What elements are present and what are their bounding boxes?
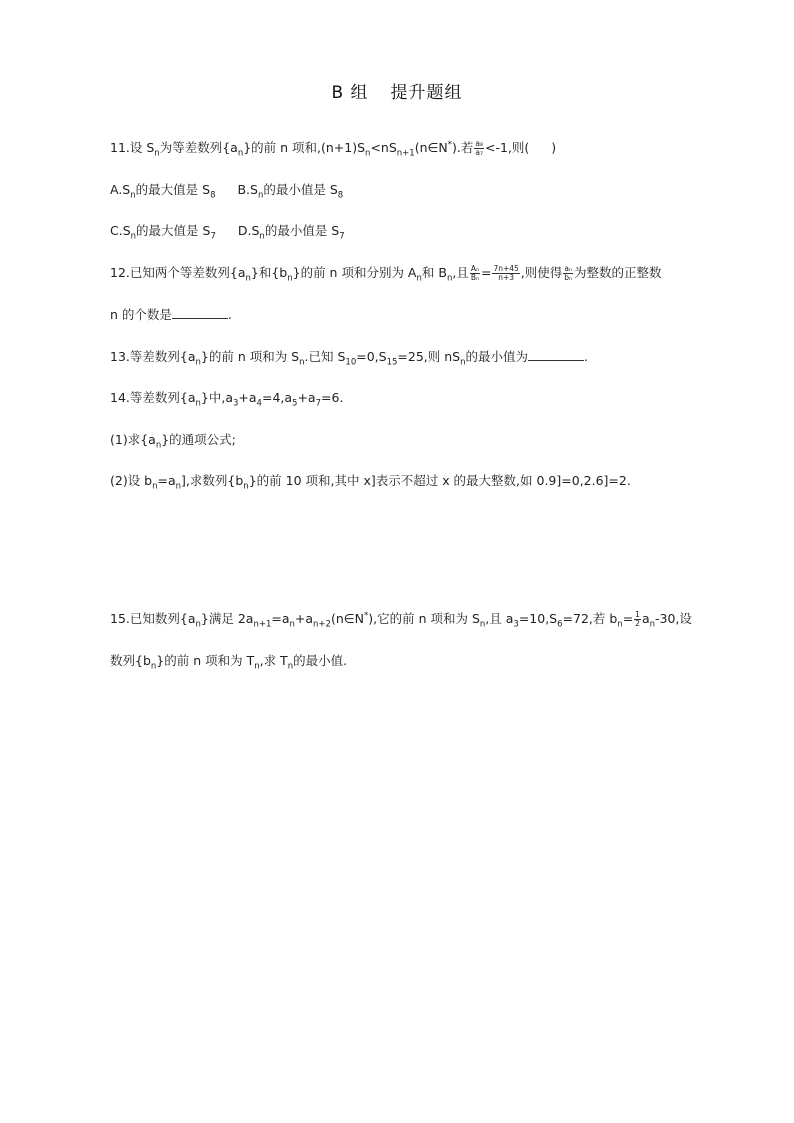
question-15: 15.已知数列$\{a_n\}$满足 $2a_{n+1}=a_n+a_{n+2}(n\in N^*)$,它的前 n 项和为 $S_n$,且 $a_3=10,S_6=72$,若 $b_n=$ $\frac{1}{2}$ $a_n-30$,设 (110, 610, 692, 630)
option-d: $D.S_n$的最小值是 $S_7$ (237, 223, 345, 242)
question-14-part-1: (1)求$\{a_n\}$的通项公式; (110, 432, 236, 451)
answer-blank-12[interactable] (172, 307, 228, 319)
question-14: 14.等差数列$\{a_n\}$中$,a_3+a_4=4,a_5+a_7=6$. (110, 390, 344, 409)
answer-blank-13[interactable] (528, 349, 584, 361)
question-11: 11.设 $S_n$为等差数列$\{a_n\}$的前 n 项和$,(n+1)S_n<nS_{n+1}(n\in N^*)$.若 $\frac{\text{a₈}}{\text{a₇}}$ <-1,则( ) (110, 139, 557, 159)
options-row-ab (110, 182, 344, 201)
section-title (0, 78, 794, 103)
fraction-An-Bn: $\frac{\text{Aₙ}}{\text{Bₙ}}$ (470, 264, 479, 282)
options-row-cd (110, 223, 345, 242)
question-14-part-2: (2)设 $b_n=a_n$],求数列$\{b_n\}$的前 10 项和,其中 x]表示不超过 x 的最大整数,如 0.9]=0,2.6]=2. (110, 473, 631, 492)
question-12-line2: n 的个数是 . (110, 307, 232, 322)
fraction-an-bn: $\frac{\text{aₙ}}{\text{bₙ}}$ (564, 264, 573, 282)
option-c: $C.S_n$的最大值是 $S_7$ (110, 223, 216, 242)
option-b: $B.S_n$的最小值是 $S_8$ (237, 182, 344, 201)
fraction-a8-a7: $\frac{\text{a₈}}{\text{a₇}}$ (475, 139, 483, 157)
question-13: 13.等差数列$\{a_n\}$的前 n 项和为 $S_n$.已知 $S_{10}=0,S_{15}=25$,则 $nS_n$的最小值为 . (110, 349, 588, 368)
fraction-one-half: $\frac{1}{2}$ (635, 610, 640, 628)
group-subtitle: 提升题组 (390, 83, 463, 103)
option-a: $A.S_n$的最大值是 $S_8$ (110, 182, 216, 201)
question-12: 12.已知两个等差数列$\{a_n\}$和$\{b_n\}$的前 n 项和分别为 $A_n$和 $B_n$,且 $\frac{\text{Aₙ}}{\text{Bₙ}}$ = $\frac{7n+45}{n+3}$ ,则使得 $\frac{\text{aₙ}}{\text{bₙ}}$ 为整数的正整数 (110, 264, 662, 284)
question-15-line2: 数列$\{b_n\}$的前 n 项和为 $T_n$,求 $T_n$的最小值. (110, 653, 348, 672)
fraction-7n45: $\frac{7n+45}{n+3}$ (493, 264, 519, 282)
group-label: B 组 (331, 83, 369, 103)
